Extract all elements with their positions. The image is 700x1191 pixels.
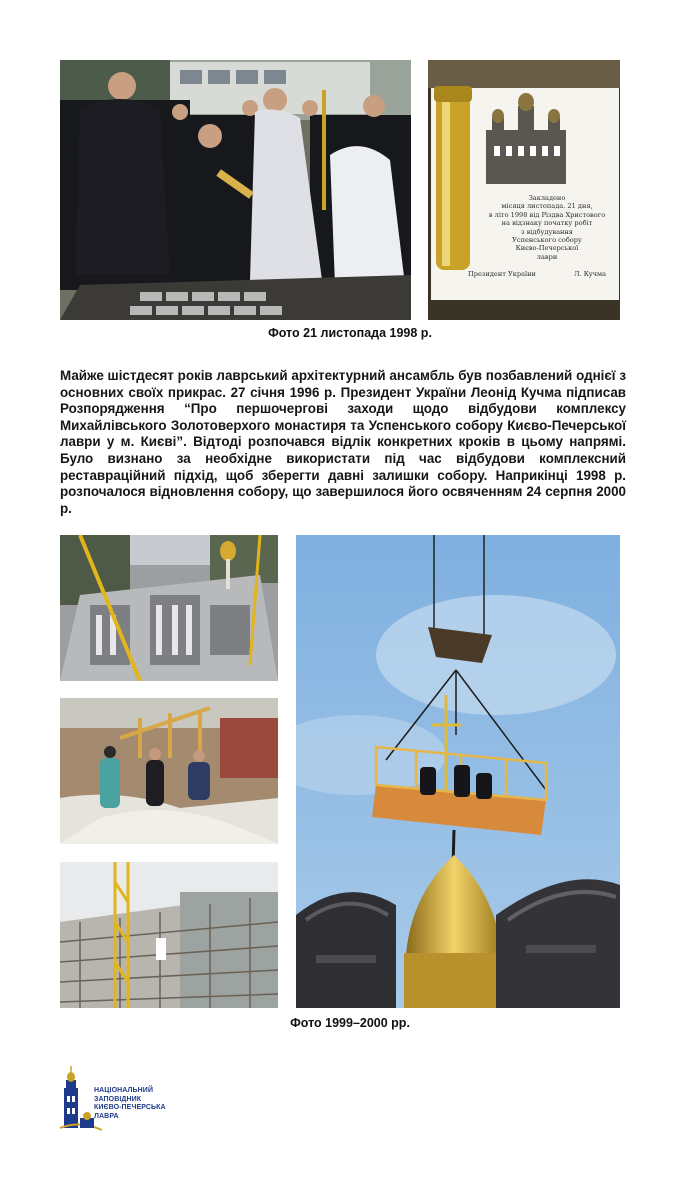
logo-line: ЗАПОВІДНИК — [94, 1095, 142, 1103]
caption-top: Фото 21 листопада 1998 р. — [268, 326, 432, 340]
logo-line: ЛАВРА — [94, 1112, 119, 1120]
logo-text — [94, 1087, 166, 1121]
logo-line: НАЦІОНАЛЬНИЙ — [94, 1087, 154, 1094]
body-paragraph: Майже шістдесят років лаврський архітектурний ансамбль був позбавлений однієї з основних своїх прикрас. 27 січня 1996 р. Президент України Леонід Кучма підписав Розпорядження “Про першочергові заходи щодо відбудови комплексу Михайлівського Золотоверхого монастиря та Успенського собору Києво-Печерської лаври у м. Києві”. Відтоді розпочався відлік конкретних кроків в цьому напрямі. Було визнано за необхідне використати під час відбудови комплексний реставраційний підхід, щоб зберегти давні залишки собору. Наприкінці 1998 р. розпочалося відновлення собору, що завершилося його освяченням 24 серпня 2000 р. — [60, 368, 626, 516]
document-signature-right: Л. Кучма — [574, 270, 607, 278]
document-line: з відбудування — [521, 227, 573, 236]
document-line: Києво-Печерської — [515, 244, 579, 253]
foundation-document-photo — [428, 60, 620, 320]
document-line: лаври — [536, 252, 558, 261]
logo-line: КИЄВО-ПЕЧЕРСЬКА — [94, 1104, 166, 1112]
document-text — [480, 194, 614, 261]
scaffolding-photo — [60, 862, 278, 1008]
document-signature-left: Президент України — [468, 270, 536, 278]
document-line: місяця листопада. 21 дня, — [501, 202, 593, 211]
document-line: Успенського собору — [512, 236, 582, 245]
document-line: на відзнаку початку робіт — [501, 219, 593, 228]
document-line: в літо 1998 від Різдва Христового — [488, 210, 606, 219]
excavation-workers-photo — [60, 698, 278, 844]
caption-bottom: Фото 1999–2000 рр. — [290, 1016, 410, 1030]
cupola-installation-photo — [296, 535, 620, 1008]
document-line: Закладено — [528, 194, 566, 202]
ceremony-photo — [60, 60, 411, 320]
construction-site-aerial-photo — [60, 535, 278, 681]
